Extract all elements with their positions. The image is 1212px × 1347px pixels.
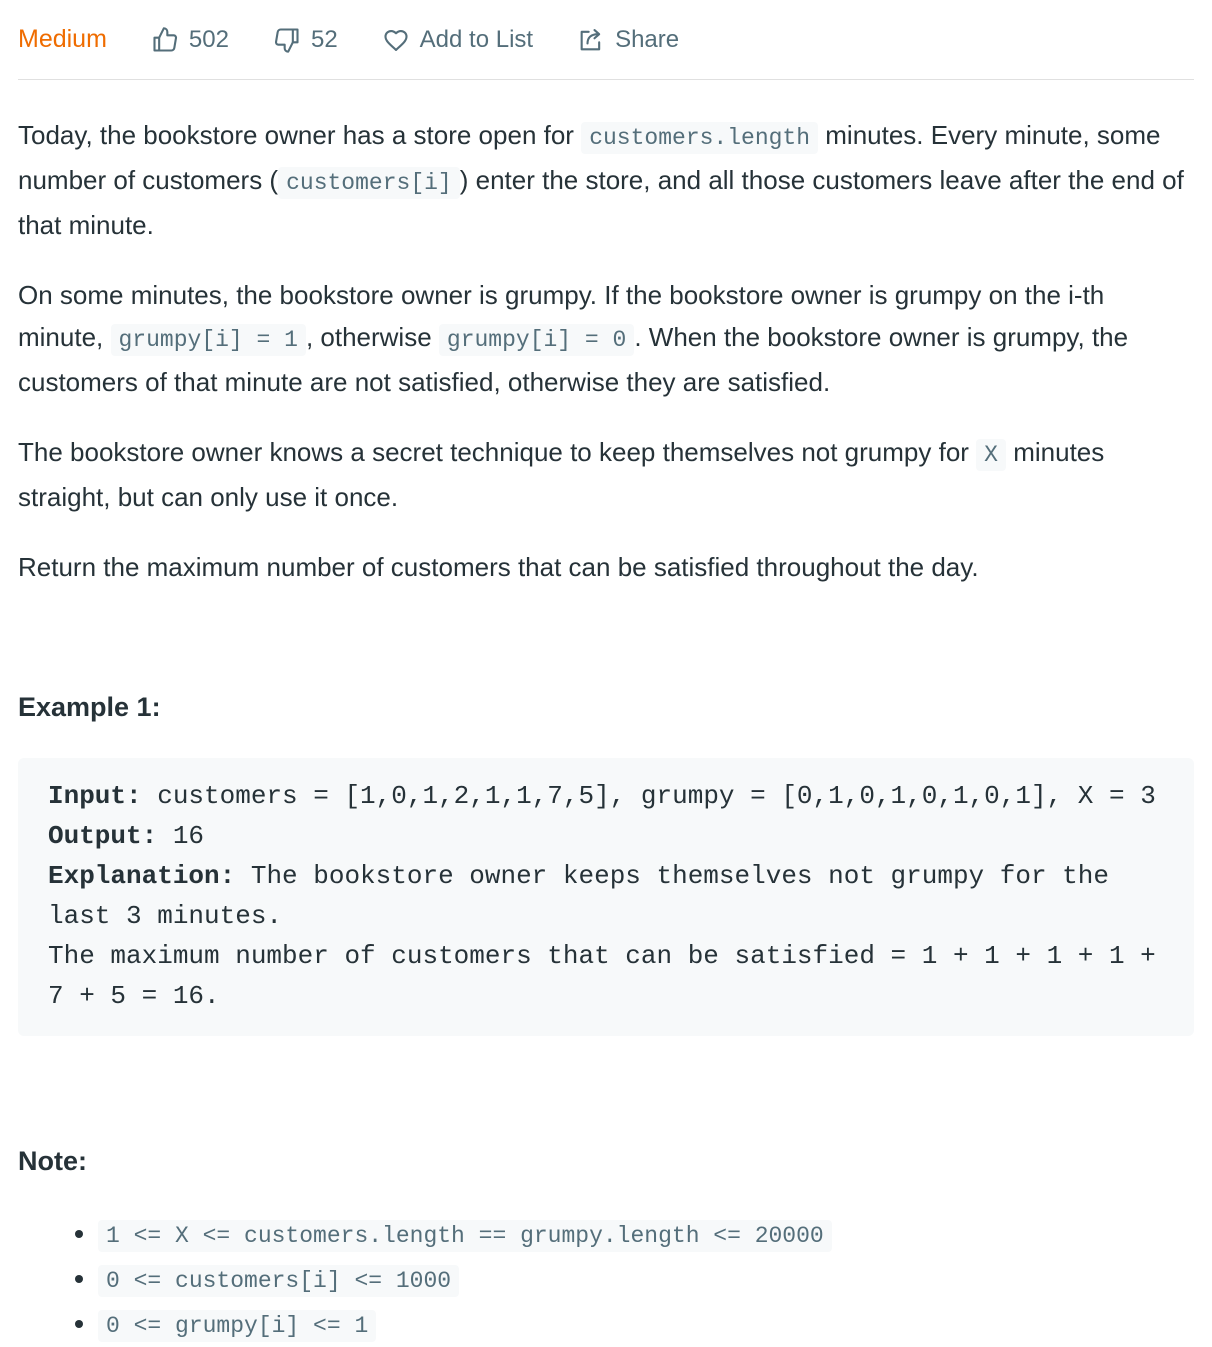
add-to-list-button[interactable] <box>382 26 533 54</box>
explanation-value: The bookstore owner keeps themselves not grumpy for the last 3 minutes. <box>48 861 1125 931</box>
text: Today, the bookstore owner has a store open for <box>18 120 582 150</box>
text: ) enter the store, and all those customers leave after the end of that minute. <box>18 165 1184 240</box>
inline-code: 1 <= X <= customers.length == grumpy.length <= 20000 <box>98 1220 832 1252</box>
inline-code: X <box>976 439 1006 471</box>
explanation-more: The maximum number of customers that can be satisfied = 1 + 1 + 1 + 1 + 7 + 5 = 16. <box>48 941 1172 1011</box>
text: minutes straight, but can only use it once. <box>18 437 1105 512</box>
output-value: 16 <box>157 821 205 851</box>
description-paragraph <box>18 114 1194 246</box>
text: , otherwise <box>305 322 439 352</box>
note-title: Note: <box>18 1146 87 1176</box>
example-block <box>18 758 1194 1036</box>
inline-code: customers[i] <box>278 167 460 199</box>
inline-code: customers.length <box>581 122 818 154</box>
thumbs-down-icon <box>273 26 301 54</box>
example-title: Example 1: <box>18 692 161 722</box>
description-paragraph <box>18 431 1194 518</box>
note-item <box>98 1212 1194 1257</box>
problem-page <box>18 0 1194 1347</box>
description-paragraph <box>18 274 1194 403</box>
dislike-button[interactable] <box>273 26 338 54</box>
input-value: customers = [1,0,1,2,1,1,7,5], grumpy = [0,1,0,1,0,1,0,1], X = 3 <box>141 781 1156 811</box>
inline-code: 0 <= customers[i] <= 1000 <box>98 1265 459 1297</box>
note-item <box>98 1302 1194 1347</box>
heart-icon <box>382 26 410 54</box>
like-count: 502 <box>188 25 229 53</box>
inline-code: 0 <= grumpy[i] <= 1 <box>98 1310 376 1342</box>
description-paragraph: Return the maximum number of customers that can be satisfied throughout the day. <box>18 552 979 582</box>
output-label: Output: <box>48 821 158 851</box>
explanation-label: Explanation: <box>48 861 236 891</box>
add-to-list-label: Add to List <box>419 25 534 53</box>
share-icon <box>577 26 605 54</box>
difficulty-label: Medium <box>18 25 107 53</box>
note-list <box>18 1212 1194 1347</box>
text: . When the bookstore owner is grumpy, the customers of that minute are not satisfied, otherwise they are satisfied. <box>18 322 1129 397</box>
problem-description <box>18 114 1194 1347</box>
input-label: Input: <box>48 781 142 811</box>
note-item <box>98 1257 1194 1302</box>
problem-toolbar <box>18 0 1194 80</box>
like-button[interactable] <box>151 26 229 54</box>
dislike-count: 52 <box>310 25 338 53</box>
share-label: Share <box>615 25 680 53</box>
text: On some minutes, the bookstore owner is grumpy. If the bookstore owner is grumpy on the i-th minute, <box>18 280 1105 352</box>
inline-code: grumpy[i] = 0 <box>439 324 634 356</box>
thumbs-up-icon <box>151 26 179 54</box>
text: minutes. Every minute, some number of customers ( <box>18 120 1161 195</box>
inline-code: grumpy[i] = 1 <box>111 324 306 356</box>
text: The bookstore owner knows a secret technique to keep themselves not grumpy for <box>18 437 977 467</box>
share-button[interactable] <box>577 26 679 54</box>
